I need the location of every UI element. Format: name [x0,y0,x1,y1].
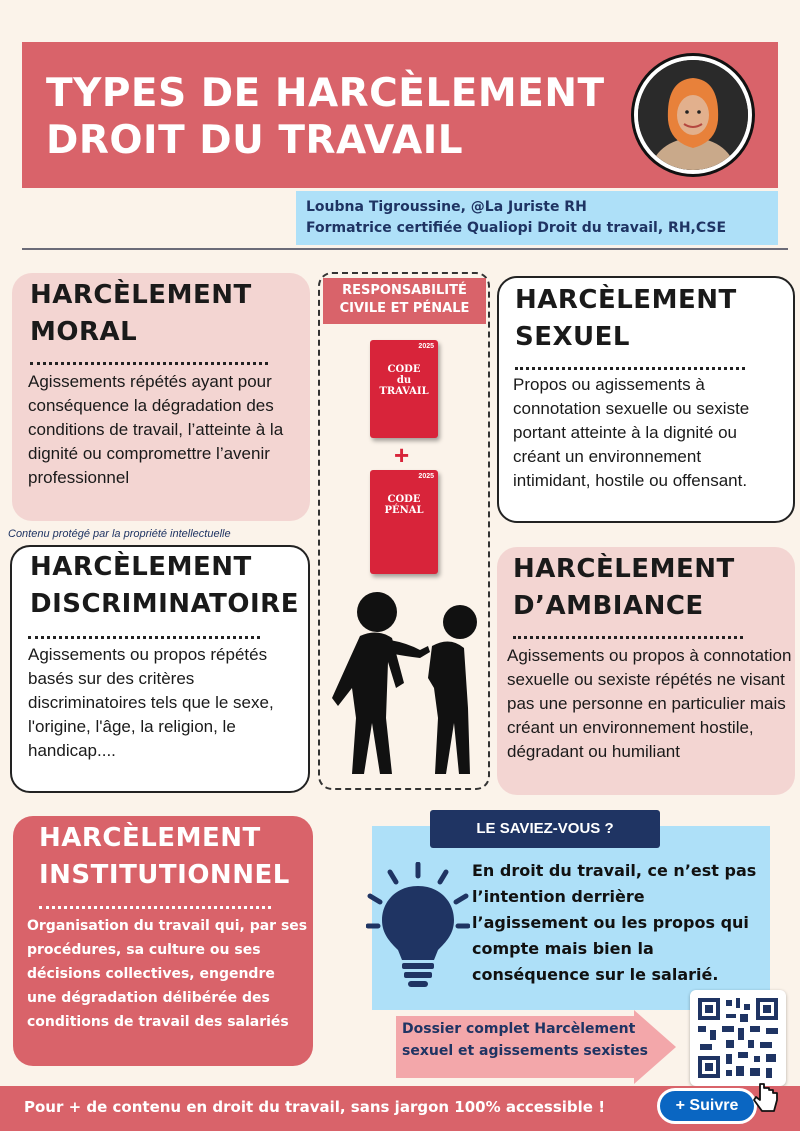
book-year: 2025 [418,343,434,350]
card-harcelement-ambiance [497,547,795,795]
dotted-divider [28,636,260,639]
avatar [634,56,752,174]
dotted-divider [39,906,271,909]
card-title: HARCÈLEMENT D’AMBIANCE [513,554,735,621]
code-du-travail-book [370,340,438,438]
dotted-divider [30,362,268,365]
cursor-hand-icon [752,1080,780,1114]
responsibility-label: RESPONSABILITÉ CIVILE ET PÉNALE [323,278,486,324]
code-penal-book [370,470,438,574]
card-title: HARCÈLEMENT SEXUEL [515,285,737,352]
did-you-know-text: En droit du travail, ce n’est pas l’intention derrière l’agissement ou les propos qui compte mais bien la conséquence sur le salarié. [472,861,757,984]
dotted-divider [513,636,743,639]
footer-text: Pour + de contenu en droit du travail, sans jargon 100% accessible ! [24,1098,606,1116]
card-title: HARCÈLEMENT MORAL [30,280,252,347]
card-text: Organisation du travail qui, par ses procédures, sa culture ou ses décisions collectives, engendre une dégradation délibérée des conditions de travail des salariés [27,918,308,1030]
author-line: Loubna Tigroussine, @La Juriste RH [306,199,587,215]
card-harcelement-discriminatoire [10,545,310,793]
card-harcelement-institutionnel [13,816,313,1066]
dotted-divider [515,367,745,370]
qr-code-icon[interactable] [690,990,786,1086]
author-info [296,191,778,245]
lightbulb-icon [366,862,470,988]
follow-button[interactable]: + Suivre [657,1088,757,1124]
page-title: TYPES DE HARCÈLEMENT DROIT DU TRAVAIL [46,71,605,163]
did-you-know-label: LE SAVIEZ-VOUS ? [430,810,660,848]
protected-notice: Contenu protégé par la propriété intellectuelle [8,528,231,540]
card-text: Agissements répétés ayant pour conséquence la dégradation des conditions de travail, l’atteinte à la dignité ou compromettre l’avenir professionnel [28,372,284,487]
dossier-link-text[interactable]: Dossier complet Harcèlement sexuel et agissements sexistes [402,1021,648,1059]
divider [22,248,788,250]
plus-sign: + [394,440,410,470]
book-title: CODE du TRAVAIL [379,364,429,397]
card-text: Propos ou agissements à connotation sexuelle ou sexiste portant atteinte à la dignité ou créant un environnement intimidant, hostile ou offensant. [513,375,750,490]
card-text: Agissements ou propos à connotation sexuelle ou sexiste répétés ne visant pas une personne en particulier mais créant un environnement hostile, dégradant ou humiliant [507,646,792,761]
card-title: HARCÈLEMENT INSTITUTIONNEL [39,823,290,890]
book-year: 2025 [418,473,434,480]
card-harcelement-sexuel [497,276,795,523]
card-title: HARCÈLEMENT DISCRIMINATOIRE [30,552,299,619]
role-line: Formatrice certifiée Qualiopi Droit du travail, RH,CSE [306,220,727,236]
pointing-figures-icon [332,588,482,778]
book-title: CODE PÉNAL [384,494,424,516]
card-harcelement-moral [12,273,310,521]
card-text: Agissements ou propos répétés basés sur des critères discriminatoires tels que le sexe, l'origine, l'âge, la religion, le handicap.... [28,645,274,760]
